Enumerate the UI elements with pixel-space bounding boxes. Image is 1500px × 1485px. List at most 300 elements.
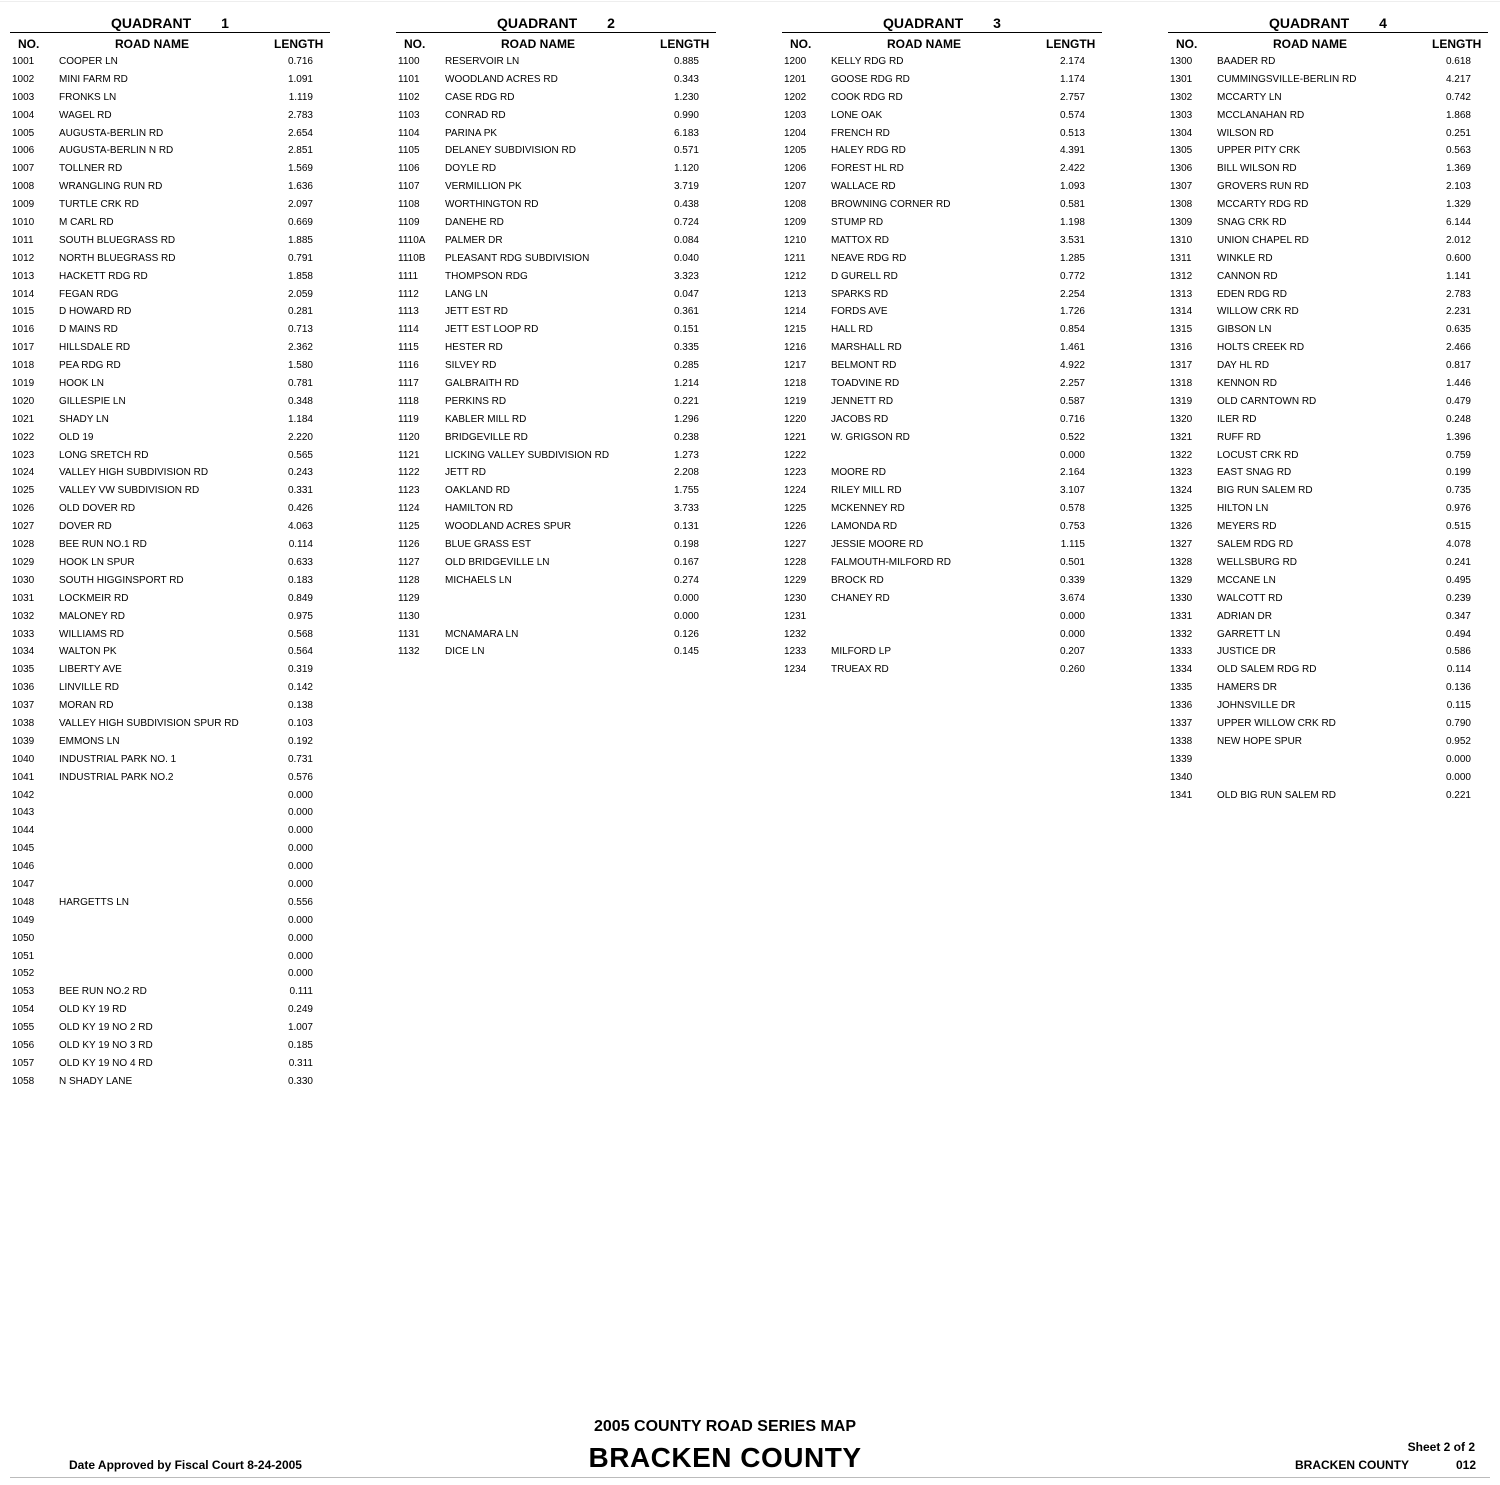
road-number: 1044 — [12, 825, 35, 837]
road-number: 1305 — [1170, 145, 1193, 157]
road-length: 0.131 — [673, 521, 699, 533]
road-length: 2.654 — [287, 127, 313, 139]
road-length: 0.347 — [1445, 610, 1471, 622]
road-length: 0.000 — [287, 914, 313, 926]
road-number: 1103 — [398, 109, 420, 121]
road-name: INDUSTRIAL PARK NO.2 — [59, 771, 174, 783]
road-number: 1129 — [398, 592, 420, 604]
road-name: EAST SNAG RD — [1217, 467, 1292, 479]
road-name: OLD KY 19 NO 4 RD — [59, 1057, 153, 1069]
road-length: 0.885 — [673, 56, 699, 67]
road-length: 1.174 — [1059, 73, 1085, 85]
road-name: LAMONDA RD — [831, 521, 898, 533]
table-row — [396, 464, 716, 482]
road-number: 1218 — [784, 378, 807, 390]
table-row — [396, 411, 716, 429]
road-number: 1019 — [12, 378, 35, 390]
road-name: OLD BIG RUN SALEM RD — [1217, 789, 1336, 801]
table-row — [1168, 160, 1488, 178]
road-length: 0.976 — [1445, 503, 1471, 515]
table-row — [782, 53, 1102, 71]
table-row — [782, 626, 1102, 644]
road-length: 0.426 — [287, 503, 313, 515]
road-number: 1318 — [1170, 378, 1193, 390]
road-name: RUFF RD — [1217, 431, 1261, 443]
road-length: 2.097 — [287, 199, 313, 211]
quadrant-4 — [1168, 14, 1488, 804]
road-length: 0.138 — [287, 700, 313, 712]
road-length: 0.335 — [673, 342, 699, 354]
road-number: 1327 — [1170, 539, 1193, 551]
table-row — [10, 626, 330, 644]
road-number: 1309 — [1170, 217, 1193, 229]
table-row — [396, 339, 716, 357]
road-number: 1023 — [12, 449, 35, 461]
column-headers — [10, 37, 330, 53]
road-number: 1331 — [1170, 610, 1193, 622]
table-row — [10, 983, 330, 1001]
road-length: 1.868 — [1445, 109, 1471, 121]
road-length: 4.063 — [287, 521, 313, 533]
road-name: LICKING VALLEY SUBDIVISION RD — [445, 449, 610, 461]
road-number: 1311 — [1170, 252, 1192, 264]
road-name: BROCK RD — [831, 574, 884, 586]
quadrant-number: 3 — [993, 15, 1001, 31]
road-name: JACOBS RD — [831, 413, 889, 425]
road-number: 1204 — [784, 127, 807, 139]
table-row — [10, 357, 330, 375]
road-length: 0.142 — [287, 682, 313, 694]
road-number: 1326 — [1170, 521, 1193, 533]
quadrant-label: QUADRANT — [111, 15, 192, 31]
road-name: DAY HL RD — [1217, 360, 1270, 372]
road-name: SALEM RDG RD — [1217, 539, 1294, 551]
road-length: 1.296 — [673, 413, 699, 425]
road-number: 1132 — [398, 646, 420, 658]
road-length: 1.214 — [673, 378, 699, 390]
road-name: W. GRIGSON RD — [831, 431, 910, 443]
table-row — [1168, 196, 1488, 214]
road-name: KABLER MILL RD — [445, 413, 527, 425]
road-number: 1104 — [398, 127, 420, 139]
quadrant-title — [10, 14, 330, 33]
table-row — [782, 375, 1102, 393]
table-row — [396, 554, 716, 572]
date-approved: Date Approved by Fiscal Court 8-24-2005 — [69, 1458, 302, 1472]
table-row — [1168, 339, 1488, 357]
road-length: 1.446 — [1445, 378, 1471, 390]
road-name: HALL RD — [831, 324, 873, 336]
table-row — [10, 142, 330, 160]
sheet-number: 012 — [1456, 1458, 1477, 1472]
road-length: 0.735 — [1445, 485, 1471, 497]
table-row — [10, 303, 330, 321]
road-length: 3.323 — [673, 270, 699, 282]
table-row — [396, 608, 716, 626]
table-row — [10, 930, 330, 948]
road-number: 1120 — [398, 431, 420, 443]
road-number: 1203 — [784, 109, 807, 121]
road-number: 1321 — [1170, 431, 1193, 443]
quadrant-number: 2 — [607, 15, 615, 31]
table-row — [396, 107, 716, 125]
road-name: MORAN RD — [59, 700, 114, 712]
road-name: FORDS AVE — [831, 306, 888, 318]
road-name: FEGAN RDG — [59, 288, 119, 300]
table-row — [1168, 411, 1488, 429]
road-length: 1.273 — [673, 449, 699, 461]
road-name: LOCKMEIR RD — [59, 592, 129, 604]
table-row — [1168, 357, 1488, 375]
column-headers — [1168, 37, 1488, 53]
road-number: 1011 — [12, 234, 34, 246]
road-name: GIBSON LN — [1217, 324, 1272, 336]
table-row — [10, 321, 330, 339]
road-length: 0.221 — [673, 395, 699, 407]
road-number: 1230 — [784, 592, 807, 604]
road-list — [396, 53, 716, 661]
road-length: 0.221 — [1445, 789, 1471, 801]
quadrant-label: QUADRANT — [1269, 15, 1350, 31]
table-row — [782, 482, 1102, 500]
header-road-name: ROAD NAME — [1273, 37, 1347, 51]
road-length: 2.220 — [287, 431, 313, 443]
road-number: 1114 — [398, 324, 419, 336]
top-rule — [0, 1, 1500, 2]
road-length: 0.348 — [287, 395, 313, 407]
road-number: 1100 — [398, 56, 420, 67]
road-number: 1036 — [12, 682, 35, 694]
table-row — [10, 912, 330, 930]
table-row — [782, 160, 1102, 178]
road-name: KENNON RD — [1217, 378, 1278, 390]
road-name: DOVER RD — [59, 521, 112, 533]
road-number: 1200 — [784, 56, 807, 67]
table-row — [396, 536, 716, 554]
road-length: 0.515 — [1445, 521, 1471, 533]
road-length: 4.078 — [1445, 539, 1471, 551]
road-name: JETT EST RD — [445, 306, 508, 318]
road-length: 2.164 — [1059, 467, 1085, 479]
table-row — [10, 464, 330, 482]
header-length: LENGTH — [660, 37, 710, 51]
road-name: TOLLNER RD — [59, 163, 123, 175]
road-number: 1304 — [1170, 127, 1193, 139]
table-row — [1168, 89, 1488, 107]
road-number: 1317 — [1170, 360, 1193, 372]
road-number: 1002 — [12, 73, 35, 85]
road-length: 0.000 — [287, 950, 313, 962]
road-name: GOOSE RDG RD — [831, 73, 910, 85]
road-length: 0.000 — [287, 843, 313, 855]
road-name: WALCOTT RD — [1217, 592, 1283, 604]
road-name: BROWNING CORNER RD — [831, 199, 951, 211]
road-name: BRIDGEVILLE RD — [445, 431, 528, 443]
road-number: 1329 — [1170, 574, 1193, 586]
road-number: 1339 — [1170, 753, 1193, 765]
table-row — [1168, 321, 1488, 339]
road-number: 1004 — [12, 109, 35, 121]
road-length: 0.285 — [673, 360, 699, 372]
table-row — [782, 518, 1102, 536]
road-name: SPARKS RD — [831, 288, 889, 300]
road-length: 2.231 — [1445, 306, 1471, 318]
road-length: 0.207 — [1059, 646, 1085, 658]
road-name: MINI FARM RD — [59, 73, 128, 85]
table-row — [10, 160, 330, 178]
road-number: 1224 — [784, 485, 807, 497]
table-row — [396, 447, 716, 465]
road-length: 0.114 — [1446, 664, 1471, 676]
road-number: 1025 — [12, 485, 35, 497]
road-number: 1322 — [1170, 449, 1193, 461]
table-row — [10, 715, 330, 733]
road-name: KELLY RDG RD — [831, 56, 904, 67]
table-row — [396, 125, 716, 143]
column-headers — [396, 37, 716, 53]
road-length: 0.479 — [1445, 395, 1471, 407]
road-number: 1213 — [784, 288, 807, 300]
table-row — [1168, 303, 1488, 321]
road-length: 1.093 — [1059, 181, 1085, 193]
table-row — [396, 89, 716, 107]
table-row — [1168, 53, 1488, 71]
table-row — [10, 643, 330, 661]
road-number: 1033 — [12, 628, 35, 640]
sheet-county: BRACKEN COUNTY — [1295, 1458, 1409, 1472]
table-row — [396, 393, 716, 411]
road-name: SOUTH BLUEGRASS RD — [59, 234, 176, 246]
road-length: 0.249 — [287, 1004, 313, 1016]
road-name: VALLEY HIGH SUBDIVISION RD — [59, 467, 209, 479]
road-list — [10, 53, 330, 1091]
quadrant-number: 4 — [1379, 15, 1387, 31]
road-length: 0.319 — [287, 664, 313, 676]
quadrant-number: 1 — [221, 15, 229, 31]
road-length: 1.369 — [1445, 163, 1471, 175]
table-row — [782, 447, 1102, 465]
road-name: HOOK LN — [59, 378, 105, 390]
road-name: NEAVE RDG RD — [831, 252, 907, 264]
table-row — [10, 125, 330, 143]
table-row — [10, 53, 330, 71]
road-number: 1221 — [784, 431, 807, 443]
table-row — [1168, 697, 1488, 715]
table-row — [10, 608, 330, 626]
road-number: 1018 — [12, 360, 35, 372]
header-length: LENGTH — [274, 37, 324, 51]
road-number: 1024 — [12, 467, 35, 479]
table-row — [10, 268, 330, 286]
road-length: 0.578 — [1059, 503, 1085, 515]
road-name: HALEY RDG RD — [831, 145, 906, 157]
road-name: WAGEL RD — [59, 109, 112, 121]
road-length: 1.285 — [1059, 252, 1085, 264]
table-row — [10, 286, 330, 304]
road-number: 1028 — [12, 539, 35, 551]
road-number: 1003 — [12, 91, 35, 103]
road-number: 1123 — [398, 485, 420, 497]
road-name: MCCANE LN — [1217, 574, 1276, 586]
road-name: WILSON RD — [1217, 127, 1274, 139]
quadrant-title — [396, 14, 716, 33]
road-length: 0.716 — [1059, 413, 1085, 425]
road-number: 1014 — [12, 288, 35, 300]
table-row — [10, 572, 330, 590]
road-number: 1015 — [12, 306, 35, 318]
road-length: 1.329 — [1445, 199, 1471, 211]
header-length: LENGTH — [1046, 37, 1096, 51]
table-row — [782, 572, 1102, 590]
road-name: BIG RUN SALEM RD — [1217, 485, 1313, 497]
column-headers — [782, 37, 1102, 53]
road-length: 4.391 — [1059, 145, 1085, 157]
table-row — [1168, 661, 1488, 679]
table-row — [396, 429, 716, 447]
road-name: MICHAELS LN — [445, 574, 512, 586]
road-number: 1117 — [398, 378, 419, 390]
table-row — [782, 89, 1102, 107]
road-length: 0.192 — [287, 735, 313, 747]
road-name: JUSTICE DR — [1217, 646, 1276, 658]
road-length: 0.040 — [673, 252, 699, 264]
road-number: 1017 — [12, 342, 35, 354]
table-row — [10, 1019, 330, 1037]
road-length: 0.501 — [1059, 556, 1085, 568]
road-length: 1.580 — [287, 360, 313, 372]
road-name: OLD KY 19 NO 3 RD — [59, 1039, 153, 1051]
road-length: 3.733 — [673, 503, 699, 515]
table-row — [782, 590, 1102, 608]
road-number: 1116 — [398, 360, 419, 372]
road-length: 0.772 — [1059, 270, 1085, 282]
table-row — [782, 286, 1102, 304]
road-name: OLD SALEM RDG RD — [1217, 664, 1317, 676]
table-row — [1168, 679, 1488, 697]
road-name: PLEASANT RDG SUBDIVISION — [445, 252, 590, 264]
road-number: 1057 — [12, 1057, 35, 1069]
table-row — [1168, 733, 1488, 751]
road-number: 1005 — [12, 127, 35, 139]
road-name: LOCUST CRK RD — [1217, 449, 1299, 461]
table-row — [396, 196, 716, 214]
road-length: 0.000 — [287, 789, 313, 801]
road-number: 1119 — [398, 413, 419, 425]
table-row — [10, 232, 330, 250]
road-number: 1306 — [1170, 163, 1193, 175]
table-row — [1168, 482, 1488, 500]
road-name: FOREST HL RD — [831, 163, 904, 175]
road-number: 1333 — [1170, 646, 1193, 658]
road-number: 1043 — [12, 807, 35, 819]
road-number: 1341 — [1170, 789, 1193, 801]
table-row — [1168, 178, 1488, 196]
road-number: 1009 — [12, 199, 35, 211]
table-row — [782, 643, 1102, 661]
table-row — [10, 751, 330, 769]
table-row — [10, 1037, 330, 1055]
road-number: 1210 — [784, 234, 807, 246]
road-number: 1049 — [12, 914, 35, 926]
road-number: 1334 — [1170, 664, 1193, 676]
table-row — [396, 626, 716, 644]
road-number: 1233 — [784, 646, 807, 658]
road-length: 0.000 — [287, 932, 313, 944]
road-number: 1001 — [12, 56, 35, 67]
road-name: WOODLAND ACRES RD — [445, 73, 558, 85]
road-number: 1303 — [1170, 109, 1193, 121]
road-number: 1013 — [12, 270, 35, 282]
table-row — [396, 500, 716, 518]
road-length: 0.753 — [1059, 521, 1085, 533]
road-name: THOMPSON RDG — [445, 270, 528, 282]
table-row — [782, 142, 1102, 160]
road-name: HAMERS DR — [1217, 682, 1278, 694]
road-length: 0.047 — [673, 288, 699, 300]
road-number: 1206 — [784, 163, 807, 175]
road-name: D GURELL RD — [831, 270, 898, 282]
table-row — [10, 393, 330, 411]
table-row — [1168, 429, 1488, 447]
table-row — [10, 196, 330, 214]
road-number: 1041 — [12, 771, 35, 783]
road-number: 1216 — [784, 342, 807, 354]
road-length: 1.091 — [287, 73, 313, 85]
header-no: NO. — [1176, 37, 1198, 51]
road-number: 1030 — [12, 574, 35, 586]
road-length: 2.257 — [1059, 378, 1085, 390]
table-row — [1168, 572, 1488, 590]
road-number: 1022 — [12, 431, 35, 443]
road-length: 0.260 — [1059, 664, 1085, 676]
road-number: 1046 — [12, 861, 35, 873]
table-row — [10, 339, 330, 357]
road-length: 1.007 — [287, 1022, 313, 1034]
road-length: 0.000 — [287, 878, 313, 890]
table-row — [782, 232, 1102, 250]
table-row — [396, 303, 716, 321]
road-length: 0.586 — [1445, 646, 1471, 658]
table-row — [782, 500, 1102, 518]
road-name: LIBERTY AVE — [59, 664, 122, 676]
road-length: 2.851 — [287, 145, 313, 157]
road-number: 1121 — [398, 449, 420, 461]
road-name: OLD 19 — [59, 431, 94, 443]
road-length: 2.208 — [673, 467, 699, 479]
quadrant-title — [782, 14, 1102, 33]
road-number: 1222 — [784, 449, 807, 461]
road-name: WILLOW CRK RD — [1217, 306, 1299, 318]
table-row — [10, 554, 330, 572]
road-name: TURTLE CRK RD — [59, 199, 139, 211]
road-number: 1105 — [398, 145, 420, 157]
road-name: CANNON RD — [1217, 270, 1278, 282]
road-number: 1215 — [784, 324, 807, 336]
road-name: MOORE RD — [831, 467, 886, 479]
road-number: 1332 — [1170, 628, 1193, 640]
road-list — [782, 53, 1102, 679]
road-length: 1.461 — [1059, 342, 1085, 354]
road-name: PEA RDG RD — [59, 360, 121, 372]
table-row — [10, 375, 330, 393]
road-name: STUMP RD — [831, 217, 884, 229]
table-row — [396, 160, 716, 178]
road-length: 1.858 — [287, 270, 313, 282]
road-number: 1122 — [398, 467, 420, 479]
table-row — [10, 1073, 330, 1091]
road-length: 0.115 — [1446, 700, 1471, 712]
road-length: 0.084 — [673, 234, 699, 246]
